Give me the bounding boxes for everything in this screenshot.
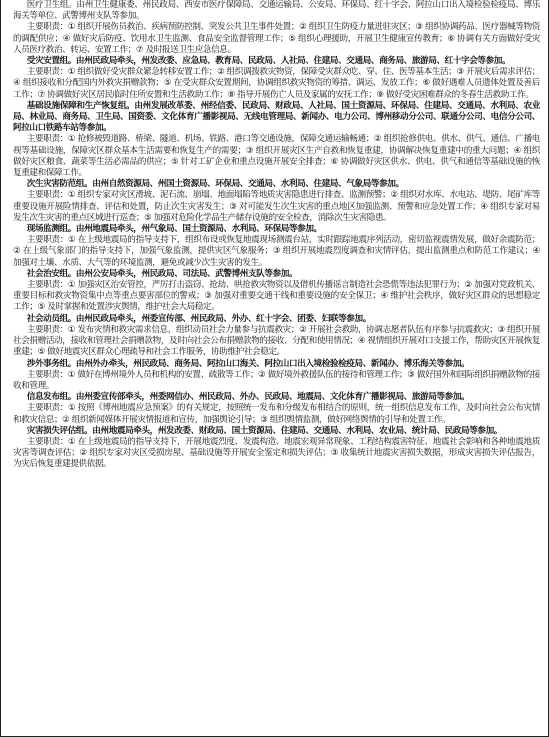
paragraph-medical-group: 医疗卫生组。由州卫生健康委、州民政局、西安市医疗保障局、交通运输局、公安局、环保局、红十字会、阿拉山口出入境检验检疫局、博乐海关等单位、武警博州支队等参加。 [13,0,540,22]
paragraph-mobilization-group: 社会动员组。由州民政局牵头，州委宣传部、州民政局、外办、红十字会、团委、妇联等参加。 [26,313,371,324]
paragraph-foreign-affairs-duties: 主要职责：① 做好在博州境外人员和机构的安置、疏散等工作；② 做好境外救援队伍的接待和管理工作；③ 做好国外和国际组织捐赠款物的接收和管理。 [13,369,540,391]
paragraph-information-release-duties: 主要职责：① 按照《博州地震应急预案》的有关规定，按照统一发布和分级发布相结合的原则，统一组织信息发布工作，及时向社会公布灾情和救灾信息；② 组织新闻媒体开展灾情报道和宣传，加强舆论引导；③ 组织舆情监测，做好网络舆情的引导和处置工作。 [13,403,540,425]
paragraph-monitoring-group: 现场监测组。由州地震局牵头，州气象局、国土资源局、水利局、环保局等参加。 [26,224,322,235]
paragraph-loss-assessment-group: 灾害损失评估组。由州地震局牵头，州发改委、财政局、国土资源局、住建局、交通局、水利局、农业局、统计局、民政局等参加。 [26,425,502,436]
document-body [13,0,540,471]
paragraph-foreign-affairs-group: 涉外事务组。由州外办牵头，州民政局、商务局、阿拉山口海关、阿拉山口出入境检验检疫局、新闻办、博乐海关等参加。 [26,358,470,369]
paragraph-resettlement-duties: 主要职责：① 组织做好受灾群众紧急转移安置工作；② 组织调拨救灾物资，保障受灾群众吃、穿、住、医等基本生活；③ 开展灾后需求评估；④ 组织接收和分配国内外救灾捐赠款物；⑤ 在受灾群众安置期间，协调组织救灾物资的筹措、调运、发放工作；⑥ 做好遇难人员遗体处置及善后工作；⑦ 协调做好灾区居民临时住所安置和生活救助工作；⑧ 指导开展伤亡人员及家属的安抚工作；⑨ 做好受灾困难群众的冬春生活救助工作。 [13,67,540,100]
paragraph-resettlement-group: 受灾安置组。由州民政局牵头，州发改委、应急局、教育局、民政局、人社局、住建局、交通局、商务局、旅游局、红十字会等参加。 [26,56,511,67]
paragraph-public-security-group: 社会治安组。由州公安局牵头，州民政局、司法局、武警博州支队等参加。 [26,268,298,279]
paragraph-loss-assessment-duties: 主要职责：① 在上级地震局的指导支持下，开展地震烈度、发震构造、地震宏观异常现象、工程结构震害特征、地震社会影响和各种地震地质灾害等调查评估；② 组织专家对灾区受损房屋、基础设施等开展安全鉴定和损失评估；③ 收集统计地震灾害损失数据，形成灾害损失评估报告，为灾后恢复重建提供依据。 [13,436,540,470]
paragraph-monitoring-duties: 主要职责：① 在上级地震局的指导支持下，组织布设或恢复地震现场测震台站，实时跟踪地震序列活动，密切监视震情发展，做好余震防范；② 在上级气象部门的指导支持下，加强气象监测，提供灾区气象服务；③ 组织开展地震烈度调查和灾情评估，提出监测重点和防范工作建议；④ 加强对土壤、水质、大气等的环境监测，避免或减少次生灾害的发生。 [13,235,540,268]
paragraph-infrastructure-duties: 主要职责：① 抢修被毁道路、桥梁、隧道、机场、铁路、港口等交通设施，保障交通运输畅通；② 组织抢修供电、供水、供气、通信、广播电视等基础设施，保障灾区群众基本生活需要和恢复生产的需要；③ 组织开展灾区生产自救和恢复重建，协调解决恢复重建中的重大问题；④ 组织做好灾区粮食、蔬菜等生活必需品的供应；⑤ 针对工矿企业和重点设施开展安全排查；⑥ 协调做好灾区供水、供电、供气和通信等基础设施的恢复重建和保障工作。 [13,134,540,179]
paragraph-secondary-disaster-duties: 主要职责：① 组织专家对灾区滑坡、泥石流、崩塌、地面塌陷等地质灾害隐患进行排查、监测预警；② 组织对水库、水电站、堤防、尾矿库等重要设施开展险情排查、评估和处置，防止次生灾害发生；③ 对可能发生次生灾害的重点地区加强监测、预警和应急处置工作；④ 组织专家对易发生次生灾害的重点区域进行巡查；⑤ 加强对危险化学品生产储存设施的安全检查，消除次生灾害隐患。 [13,190,540,223]
paragraph-information-release-group: 信息发布组。由州委宣传部牵头，州委网信办、州民政局、外办、民政局、地震局、文化体育广播影视局、旅游局等参加。 [26,392,470,403]
paragraph-mobilization-duties: 主要职责：① 发布灾情和救灾需求信息，组织动员社会力量参与抗震救灾；② 开展社会救助，协调志愿者队伍有序参与抗震救灾；③ 组织开展社会捐赠活动，接收和管理社会捐赠款物，及时向社会公布捐赠款物的接收、分配和使用情况；④ 视情组织开展对口支援工作，帮助灾区开展恢复重建；⑤ 做好地震灾区群众心理疏导和社会工作服务，协助维护社会稳定。 [13,324,540,358]
paragraph-public-security-duties: 主要职责：① 加强灾区治安管控，严厉打击盗窃、抢劫、哄抢救灾物资以及借机传播谣言制造社会恐慌等违法犯罪行为；② 加强对党政机关、重要目标和救灾物资集中点等重点要害部位的警戒；③ 加强对重要交通干线和重要设施的安全保卫；④ 维护社会秩序，做好灾区群众的思想稳定工作；⑤ 及时掌握和处置涉灾舆情，维护社会大局稳定。 [13,280,540,313]
paragraph-infrastructure-group: 基础设施保障和生产恢复组。由州发展改革委、州经信委、民政局、财政局、人社局、国土资源局、环保局、住建局、交通局、水利局、农业局、林业局、商务局、卫生局、国资委、文化体育广播影视局、无线电管理局、新闻办、电力公司、博州移动分公司、联通分公司、电信分公司、阿拉山口铁路车站等参加。 [13,100,540,134]
paragraph-secondary-disaster-group: 次生灾害防范组。由州自然资源局、州国土资源局、环保局、交通局、水利局、住建局、气象局等参加。 [26,179,404,190]
paragraph-medical-duties: 主要职责：① 组织开展伤员救治、疾病预防控制、突发公共卫生事件处置；② 组织卫生防疫力量进驻灾区；③ 组织协调药品、医疗器械等物资的调配供应；④ 做好灾后防疫、饮用水卫生监测、食品安全监督管理工作；⑤ 组织心理援助，开展卫生健康宣传教育；⑥ 协调有关方面做好受灾人员医疗救治、转运、安置工作；⑦ 及时报送卫生应急信息。 [13,22,540,55]
